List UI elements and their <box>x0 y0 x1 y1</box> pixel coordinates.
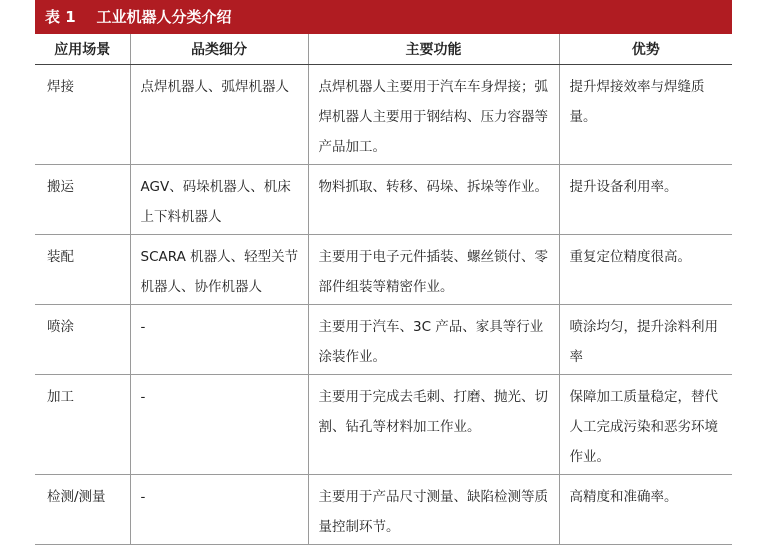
cell-function: 主要用于完成去毛刺、打磨、抛光、切割、钻孔等材料加工作业。 <box>308 375 559 475</box>
cell-advantage: 喷涂均匀，提升涂料利用率 <box>559 305 732 375</box>
table-row <box>35 305 732 375</box>
cell-category: - <box>130 475 308 545</box>
header-scenario: 应用场景 <box>35 34 130 65</box>
header-category: 品类细分 <box>130 34 308 65</box>
table-row <box>35 165 732 235</box>
cell-advantage: 保障加工质量稳定，替代人工完成污染和恶劣环境作业。 <box>559 375 732 475</box>
cell-advantage: 重复定位精度很高。 <box>559 235 732 305</box>
cell-scenario: 搬运 <box>35 165 130 235</box>
table-title: 表 1 工业机器人分类介绍 <box>35 0 732 34</box>
cell-scenario: 检测/测量 <box>35 475 130 545</box>
table-row <box>35 65 732 165</box>
cell-scenario: 装配 <box>35 235 130 305</box>
cell-category: - <box>130 305 308 375</box>
header-function: 主要功能 <box>308 34 559 65</box>
cell-function: 主要用于电子元件插装、螺丝锁付、零部件组装等精密作业。 <box>308 235 559 305</box>
table-header-row <box>35 34 732 65</box>
cell-scenario: 焊接 <box>35 65 130 165</box>
cell-category: AGV、码垛机器人、机床上下料机器人 <box>130 165 308 235</box>
cell-function: 点焊机器人主要用于汽车车身焊接；弧焊机器人主要用于钢结构、压力容器等产品加工。 <box>308 65 559 165</box>
cell-category: - <box>130 375 308 475</box>
cell-function: 主要用于产品尺寸测量、缺陷检测等质量控制环节。 <box>308 475 559 545</box>
cell-scenario: 加工 <box>35 375 130 475</box>
table-row <box>35 375 732 475</box>
header-advantage: 优势 <box>559 34 732 65</box>
cell-category: SCARA 机器人、轻型关节机器人、协作机器人 <box>130 235 308 305</box>
cell-advantage: 高精度和准确率。 <box>559 475 732 545</box>
cell-category: 点焊机器人、弧焊机器人 <box>130 65 308 165</box>
cell-function: 主要用于汽车、3C 产品、家具等行业涂装作业。 <box>308 305 559 375</box>
table-row <box>35 475 732 545</box>
cell-scenario: 喷涂 <box>35 305 130 375</box>
cell-advantage: 提升焊接效率与焊缝质量。 <box>559 65 732 165</box>
robot-classification-table <box>35 34 732 545</box>
table-row <box>35 235 732 305</box>
cell-advantage: 提升设备利用率。 <box>559 165 732 235</box>
cell-function: 物料抓取、转移、码垛、拆垛等作业。 <box>308 165 559 235</box>
